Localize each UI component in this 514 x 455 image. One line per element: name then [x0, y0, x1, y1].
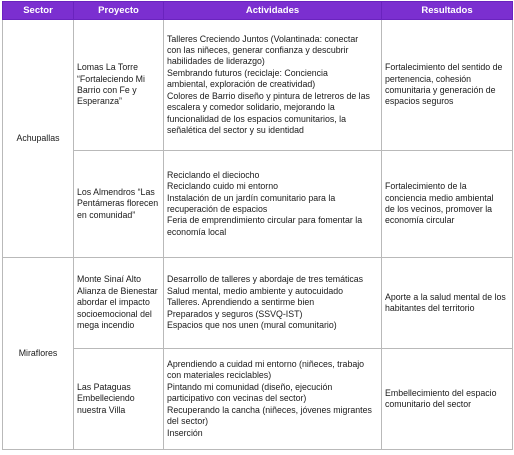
- text-line: Fortalecimiento del sentido de: [385, 62, 503, 73]
- text-line: participativo con vecinas del sector): [167, 393, 307, 404]
- text-line: Feria de emprendimiento circular para fomentar la: [167, 215, 363, 226]
- text-line: Reciclando el dieciocho: [167, 169, 260, 180]
- text-line: comunitario del sector: [385, 399, 472, 409]
- text-line: comunitaria y generación de: [385, 85, 496, 95]
- text-line: Sembrando futuros (reciclaje: Conciencia: [167, 67, 328, 78]
- text-line: Fortalecimiento de la: [385, 181, 467, 192]
- text-line: nuestra Villa: [77, 404, 126, 415]
- text-line: Lomas La Torre: [77, 62, 138, 73]
- text-line: escalera y comedor solidario, mejorando la: [167, 102, 335, 113]
- text-line: Salud mental, medio ambiente y autocuidado: [167, 285, 344, 296]
- text-line: socioemocional del: [77, 308, 152, 319]
- proyecto-cell: [74, 151, 164, 258]
- text-line: economía local: [167, 226, 227, 237]
- text-line: Reciclando cuido mi entorno: [167, 181, 279, 192]
- text-line: Barrio con Fe y: [77, 85, 137, 95]
- proyecto-cell: [74, 349, 164, 450]
- text-line: Pentámeras florecen: [77, 198, 159, 209]
- text-line: del sector): [167, 416, 209, 427]
- text-line: Recuperando la cancha (niñeces, jóvenes migrantes: [167, 404, 372, 415]
- header-resultados: Resultados: [382, 2, 513, 20]
- text-line: Embelleciendo: [77, 393, 135, 404]
- text-line: Talleres. Aprendiendo a sentirme bien: [167, 297, 315, 308]
- table-row: [3, 20, 513, 151]
- text-line: en comunidad”: [77, 209, 136, 220]
- resultados-cell: [382, 20, 513, 151]
- text-line: Aprendiendo a cuidad mi entorno (niñeces, trabajo: [167, 359, 365, 370]
- text-line: Pintando mi comunidad (diseño, ejecución: [167, 381, 333, 392]
- header-actividades: Actividades: [164, 2, 382, 20]
- actividades-cell: [164, 349, 382, 450]
- actividades-cell: [164, 20, 382, 151]
- text-line: espacios seguros: [385, 96, 454, 107]
- sector-cell: Achupallas: [3, 20, 74, 258]
- text-line: Aporte a la salud mental de los: [385, 291, 506, 302]
- actividades-cell: [164, 151, 382, 258]
- text-line: con materiales reciclables): [167, 370, 272, 381]
- text-line: Esperanza”: [77, 96, 122, 107]
- text-line: de los vecinos, promover la: [385, 204, 493, 214]
- text-line: funcionalidad de los espacios comunitarios, la: [167, 113, 346, 124]
- text-line: Colores de Barrio diseño y pintura de letreros de las: [167, 90, 370, 101]
- text-line: Las Pataguas: [77, 381, 131, 392]
- text-line: habilidades de liderazgo): [167, 56, 265, 67]
- text-line: Embellecimiento del espacio: [385, 387, 497, 398]
- text-line: Inserción: [167, 427, 203, 438]
- resultados-cell: [382, 258, 513, 349]
- text-line: Monte Sinaí Alto: [77, 274, 142, 285]
- text-line: “Fortaleciendo Mi: [77, 73, 145, 84]
- sector-cell: Miraflores: [3, 258, 74, 450]
- text-line: Espacios que nos unen (mural comunitario): [167, 320, 337, 331]
- text-line: mega incendio: [77, 320, 135, 331]
- text-line: conciencia medio ambiental: [385, 192, 494, 203]
- projects-table: [2, 1, 513, 450]
- resultados-cell: [382, 349, 513, 450]
- header-row: [3, 2, 513, 20]
- text-line: Alianza de Bienestar: [77, 285, 158, 296]
- text-line: economía circular: [385, 215, 455, 226]
- text-line: señalética del sector y su identidad: [167, 124, 304, 135]
- table-row: [3, 258, 513, 349]
- text-line: Desarrollo de talleres y abordaje de tres temáticas: [167, 274, 364, 285]
- text-line: Los Almendros “Las: [77, 186, 155, 197]
- header-proyecto: Proyecto: [74, 2, 164, 20]
- text-line: ambiental, exploración de creatividad): [167, 79, 316, 90]
- text-line: con las niñeces, generar confianza y descubrir: [167, 45, 349, 56]
- text-line: habitantes del territorio: [385, 303, 475, 313]
- proyecto-cell: [74, 258, 164, 349]
- text-line: abordar el impacto: [77, 297, 150, 308]
- resultados-cell: [382, 151, 513, 258]
- header-sector: Sector: [3, 2, 74, 20]
- actividades-cell: [164, 258, 382, 349]
- text-line: Preparados y seguros (SSVQ-IST): [167, 308, 303, 319]
- text-line: recuperación de espacios: [167, 204, 268, 214]
- proyecto-cell: [74, 20, 164, 151]
- table-row: [3, 349, 513, 450]
- text-line: pertenencia, cohesión: [385, 73, 472, 84]
- table-row: [3, 151, 513, 258]
- text-line: Talleres Creciendo Juntos (Volantinada: conectar: [167, 33, 359, 44]
- text-line: Instalación de un jardín comunitario para la: [167, 192, 336, 203]
